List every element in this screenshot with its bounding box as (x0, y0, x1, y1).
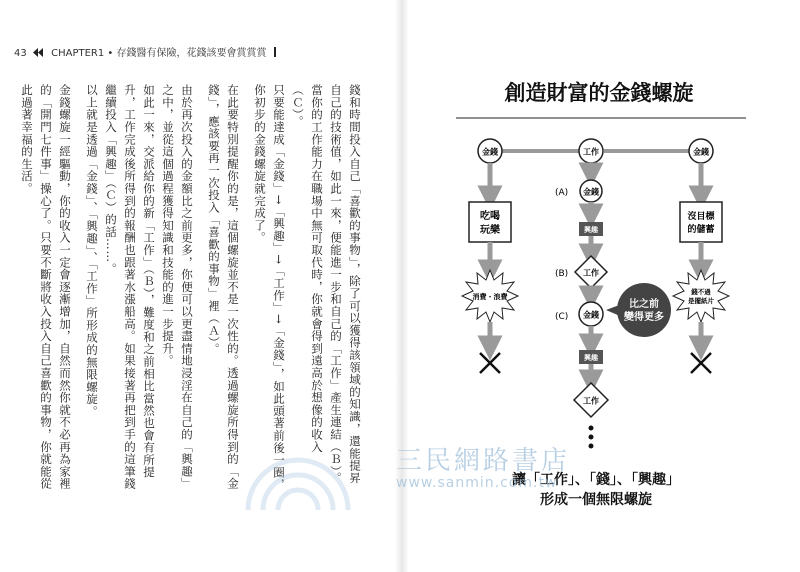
right-burst (673, 270, 729, 322)
work-diamond-b-label: 工作 (583, 268, 599, 278)
right-money-label: 金錢 (693, 147, 709, 157)
label-c: (C) (555, 312, 569, 322)
left-box-line1: 吃喝 (480, 211, 500, 222)
paragraph: 以上就是透過「金錢」、「興趣」、「工作」所形成的無限螺旋。 (85, 84, 99, 418)
interest-tag-2-label: 興趣 (584, 354, 598, 362)
right-burst-line1: 錢不過 (691, 288, 711, 296)
left-box-line2: 玩樂 (480, 225, 500, 236)
paragraph: 在此要特別提醒你的是，這個螺旋並不是一次性的。透過螺旋所得到的「金錢」，應該要再一次投入「喜歡的事物」裡（Ａ）。 (207, 84, 240, 490)
right-box-line2: 的儲蓄 (687, 225, 715, 235)
paragraph: 如此一來，交派給你的新「工作」（Ｂ），難度和之前相比當然也會有所提升，工作完成後所得到的報酬也跟著水漲船高。如果接著再把到手的這筆錢繼續投入「興趣」（Ｃ）的話……。 (104, 84, 156, 490)
header-bar (274, 47, 276, 57)
left-burst-label: 消費・浪費 (472, 293, 508, 301)
chapter-separator: • (107, 48, 114, 59)
label-b: (B) (555, 269, 569, 279)
left-box (469, 202, 511, 242)
paragraph: 只要能達成「金錢」→「興趣」→「工作」→「金錢」，如此頭著前後一圈，你初步的金錢螺旋就完成了。 (253, 84, 286, 491)
chapter-arrow-icon (33, 48, 45, 57)
vertical-body-text (20, 84, 364, 494)
paragraph: 金錢螺旋一經驅動，你的收入一定會逐漸增加，自然而然你就不必再為家裡的「開門七件事」操心了。只要不斷將收入投入自己喜歡的事物，你就能從此過著幸福的生活。 (20, 84, 72, 490)
watermark-text: 三民網路書店 (396, 446, 571, 476)
left-cross-icon (480, 353, 500, 373)
left-money-label: 金錢 (482, 147, 498, 157)
money-node-a-label: 金錢 (583, 187, 599, 197)
chapter-label: CHAPTER1 (51, 48, 105, 59)
work-node-label: 工作 (583, 147, 599, 157)
caption-line1: 讓「工作」、「錢」、「興趣」 (512, 472, 680, 488)
money-node-c-label: 金錢 (583, 310, 599, 320)
diagram-title: 創造財富的金錢螺旋 (504, 81, 694, 105)
label-a: (A) (555, 188, 569, 198)
chapter-title: 存錢醫有保險，花錢該要會賞賞賞 (116, 48, 267, 59)
right-box-line1: 沒目標 (687, 212, 715, 222)
bubble-line2: 變得更多 (624, 312, 664, 323)
right-cross-icon (691, 353, 711, 373)
more-than-before-bubble (606, 283, 671, 337)
paragraph: 由於再次投入的金額比之前更多，你便可以更盡情地浸淫在自己的「興趣」之中，並從這個過程獲得知識和技能的進一步提升。 (161, 84, 194, 490)
watermark-url: www.sanmin.com.tw (396, 475, 558, 491)
work-diamond-bottom-label: 工作 (583, 396, 599, 406)
right-box (680, 202, 722, 242)
page-number: 43 (14, 48, 27, 59)
running-header (14, 44, 276, 59)
paragraph: 錢和時間投入自己「喜歡的事物」，除了可以獲得該領域的知識，還能提昇自己的技術值，如此一來，便能進一步和自己的「工作」產生連結（Ｂ）。當你的工作能力在職場中無可取代時，你就會得到遠高於想像的收入（Ｃ）。 (291, 84, 362, 485)
bubble-line1: 比之前 (629, 299, 659, 310)
interest-tag-1-label: 興趣 (584, 226, 598, 234)
right-burst-line2: 是擺紙片 (688, 297, 714, 305)
caption-line2: 形成一個無限螺旋 (540, 492, 652, 508)
